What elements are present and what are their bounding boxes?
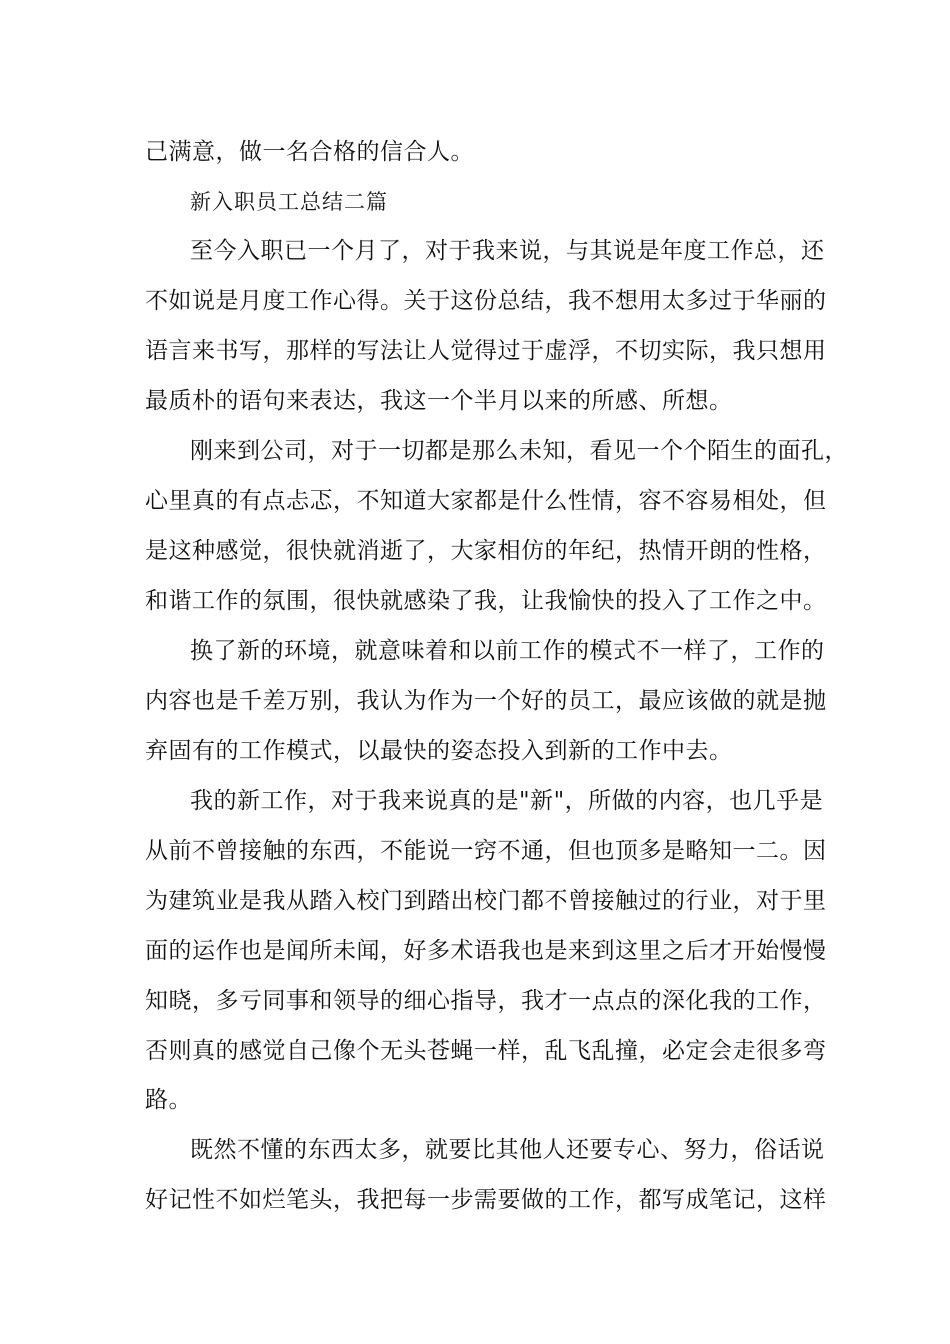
text-line: 语言来书写，那样的写法让人觉得过于虚浮，不切实际，我只想用	[145, 338, 827, 364]
text-line: 我的新工作，对于我来说真的是"新"，所做的内容，也几乎是	[190, 788, 824, 814]
text-line: 面的运作也是闻所未闻，好多术语我也是来到这里之后才开始慢慢	[145, 938, 827, 964]
text-line: 己满意，做一名合格的信合人。	[145, 139, 474, 165]
text-line: 否则真的感觉自己像个无头苍蝇一样，乱飞乱撞，必定会走很多弯	[145, 1038, 827, 1064]
text-line: 和谐工作的氛围，很快就感染了我，让我愉快的投入了工作之中。	[145, 588, 827, 614]
text-line: 心里真的有点忐忑，不知道大家都是什么性情，容不容易相处，但	[145, 488, 827, 514]
text-line: 内容也是千差万别，我认为作为一个好的员工，最应该做的就是抛	[145, 688, 827, 714]
text-line: 路。	[145, 1087, 192, 1113]
text-line: 好记性不如烂笔头，我把每一步需要做的工作，都写成笔记，这样	[145, 1187, 827, 1213]
text-line: 为建筑业是我从踏入校门到踏出校门都不曾接触过的行业，对于里	[145, 888, 827, 914]
section-heading: 新入职员工总结二篇	[190, 190, 388, 214]
text-line: 从前不曾接触的东西，不能说一窍不通，但也顶多是略知一二。因	[145, 838, 827, 864]
text-line: 最质朴的语句来表达，我这一个半月以来的所感、所想。	[145, 388, 733, 414]
text-line: 弃固有的工作模式，以最快的姿态投入到新的工作中去。	[145, 738, 733, 764]
text-line: 刚来到公司，对于一切都是那么未知，看见一个个陌生的面孔，	[190, 438, 848, 464]
text-line: 知晓，多亏同事和领导的细心指导，我才一点点的深化我的工作，	[145, 988, 827, 1014]
text-line: 既然不懂的东西太多，就要比其他人还要专心、努力，俗话说	[190, 1137, 825, 1163]
text-line: 至今入职已一个月了，对于我来说，与其说是年度工作总，还	[190, 238, 825, 264]
text-line: 是这种感觉，很快就消逝了，大家相仿的年纪，热情开朗的性格，	[145, 538, 827, 564]
text-line: 换了新的环境，就意味着和以前工作的模式不一样了，工作的	[190, 638, 825, 664]
text-line: 不如说是月度工作心得。关于这份总结，我不想用太多过于华丽的	[145, 288, 827, 314]
